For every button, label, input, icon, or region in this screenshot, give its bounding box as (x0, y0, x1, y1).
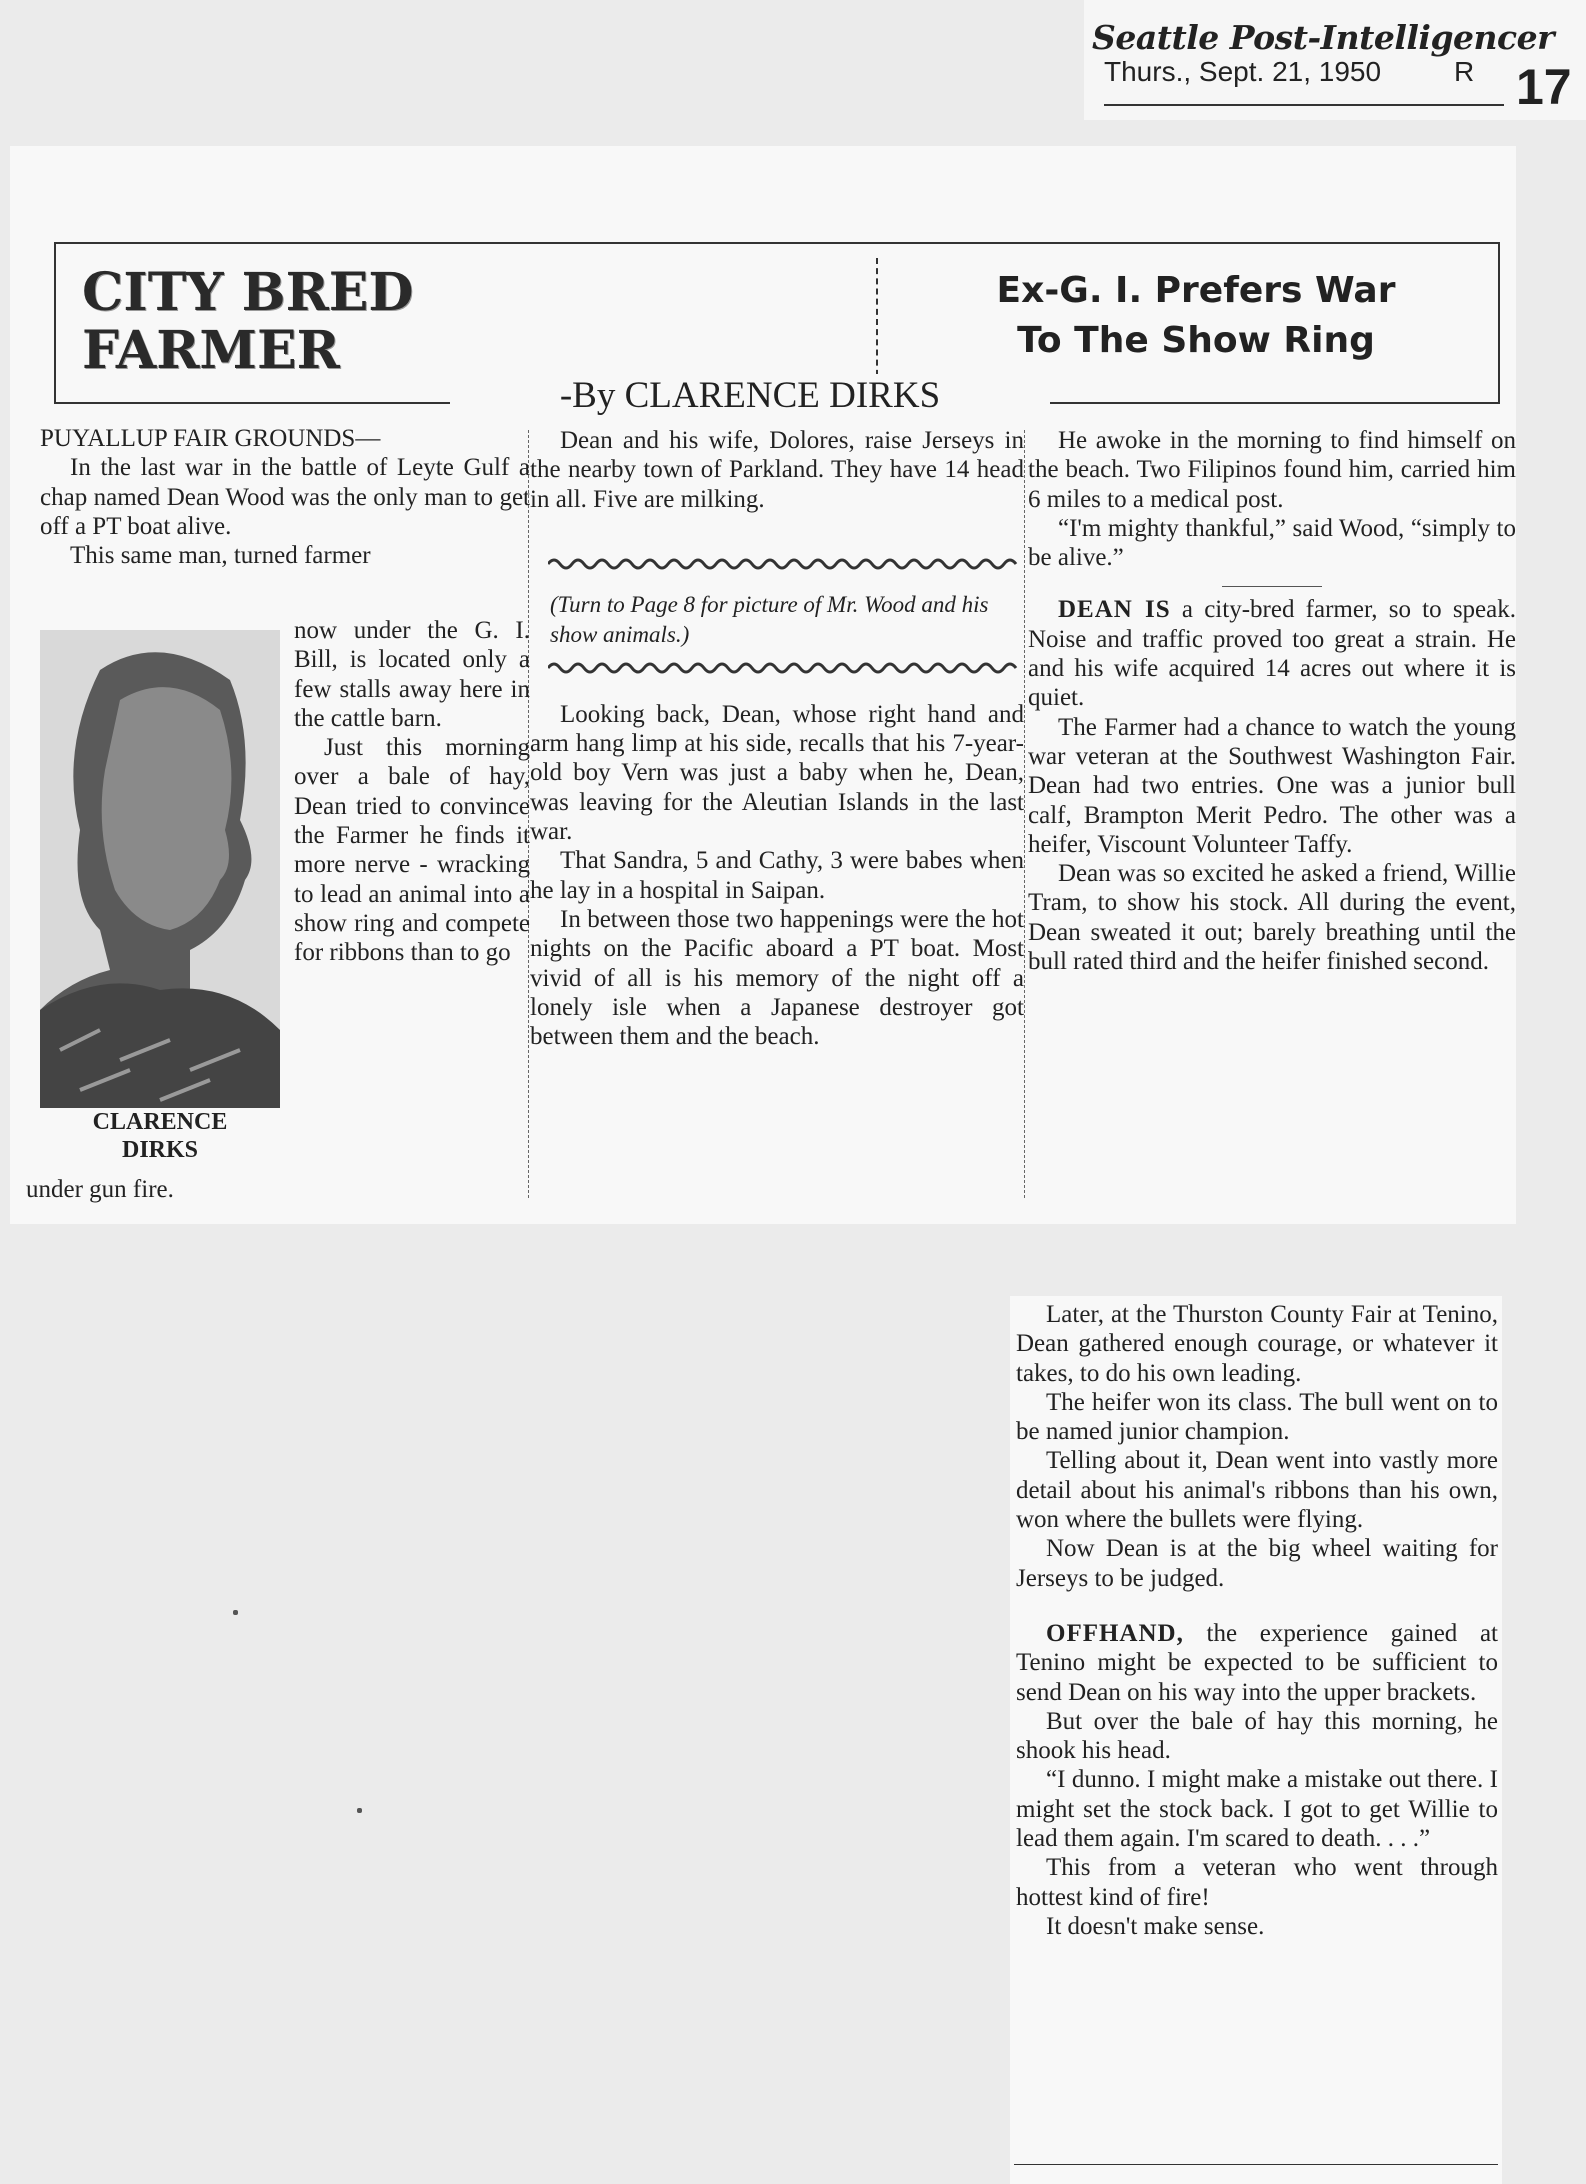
masthead-clipping (1084, 0, 1586, 120)
scan-speck (357, 1808, 362, 1813)
paragraph: The heifer won its class. The bull went on to be named junior champion. (1016, 1388, 1498, 1446)
page-number: 17 (1516, 59, 1572, 115)
headline: CITY BRED FARMER (82, 262, 414, 381)
scan-speck (233, 1610, 238, 1615)
masthead-rule (1104, 104, 1504, 106)
paragraph: The Farmer had a chance to watch the young war veteran at the Southwest Washington Fair. Dean had two entries. One was a junior bull calf, Brampton Merit Pedro. The other was a heifer, Viscount Volunteer Taffy. (1028, 713, 1516, 858)
paragraph-body: the experience gained at Tenino might be expected to be sufficient to send Dean on his way into the upper brackets. (1016, 1619, 1498, 1706)
paragraph: He awoke in the morning to find himself on the beach. Two Filipinos found him, carried him 6 miles to a medical post. (1028, 427, 1516, 513)
article-column-1-wrap (294, 616, 530, 968)
article-clipping (10, 146, 1516, 1224)
article-column-1 (40, 424, 530, 570)
byline: -By CLARENCE DIRKS (450, 374, 1050, 418)
paragraph: Now Dean is at the big wheel waiting for Jerseys to be judged. (1016, 1535, 1498, 1592)
paragraph-body: a city-bred farmer, so to speak. Noise and traffic proved too great a strain. He and his wife acquired 14 acres out where it is quiet. (1028, 596, 1516, 712)
paragraph: “I dunno. I might make a mistake out there. I might set the stock back. I got to get Willie to lead them again. I'm scared to death. . . .” (1016, 1766, 1498, 1853)
paragraph (1028, 595, 1516, 712)
column-rule (1024, 430, 1025, 1198)
run-in-lead: DEAN IS (1058, 596, 1171, 624)
photo-caption: CLARENCE DIRKS (92, 1109, 228, 1163)
article-column-4 (1016, 1300, 1498, 1941)
paragraph: Telling about it, Dean went into vastly more detail about his animal's ribbons than his own, won where the bullets were flying. (1016, 1447, 1498, 1534)
section-divider (1222, 572, 1322, 587)
paragraph: But over the bale of hay this morning, he shook his head. (1016, 1707, 1498, 1765)
cross-reference-note: (Turn to Page 8 for picture of Mr. Wood and his show animals.) (550, 592, 989, 647)
run-in-lead: OFFHAND, (1046, 1619, 1184, 1647)
author-photo (40, 630, 280, 1108)
portrait-image (40, 630, 280, 1108)
section-spacer (1016, 1593, 1498, 1619)
newspaper-name: Seattle Post-Intelligencer (1092, 18, 1554, 57)
paragraph: This same man, turned farmer (70, 542, 371, 570)
article-column-3 (1028, 426, 1516, 976)
continuation-clipping (1010, 1296, 1502, 2184)
paragraph: “I'm mighty thankful,” said Wood, “simply to be alive.” (1028, 514, 1516, 572)
paragraph-tail: under gun fire. (26, 1176, 174, 1203)
paragraph: It doesn't make sense. (1046, 1912, 1265, 1940)
dateline: PUYALLUP FAIR GROUNDS— (40, 425, 381, 452)
paragraph: That Sandra, 5 and Cathy, 3 were babes when he lay in a hospital in Saipan. (530, 847, 1024, 904)
article-column-2 (530, 426, 1024, 1051)
paragraph: Looking back, Dean, whose right hand and arm hang limp at his side, recalls that his 7-year-old boy Vern was just a baby when he, Dean, was leaving for the Aleutian Islands in the last war. (530, 700, 1024, 846)
headline-divider (876, 258, 878, 386)
paragraph: This from a veteran who went through hottest kind of fire! (1016, 1854, 1498, 1911)
end-rule (1014, 2164, 1498, 2165)
paragraph: Just this morning over a bale of hay, Dean tried to convince the Farmer he finds it more nerve - wracking to lead an animal into a show ring and compete for ribbons than to go (294, 734, 530, 967)
edition-mark: R (1454, 56, 1475, 87)
paragraph: now under the G. I. Bill, is located only a few stalls away here in the cattle barn. (294, 617, 530, 732)
issue-date: Thurs., Sept. 21, 1950 (1104, 56, 1382, 87)
paragraph: In the last war in the battle of Leyte Gulf a chap named Dean Wood was the only man to get off a PT boat alive. (40, 454, 530, 540)
paragraph: Later, at the Thurston County Fair at Tenino, Dean gathered enough courage, or whatever it takes, to do his own leading. (1016, 1301, 1498, 1387)
paragraph: Dean was so excited he asked a friend, Willie Tram, to show his stock. All during the event, Dean sweated it out; barely breathing until the bull rated third and the heifer finished second. (1028, 860, 1516, 976)
paragraph: In between those two happenings were the hot nights on the Pacific aboard a PT boat. Most vivid of all is his memory of the night off a lonely isle when a Japanese destroyer got between them and the beach. (530, 905, 1024, 1051)
subheadline: Ex-G. I. Prefers War To The Show Ring (996, 270, 1396, 361)
wavy-rule (548, 660, 1018, 676)
paragraph (1016, 1619, 1498, 1707)
paragraph: Dean and his wife, Dolores, raise Jerseys in the nearby town of Parkland. They have 14 head in all. Five are milking. (530, 427, 1024, 513)
wavy-rule (548, 556, 1018, 572)
